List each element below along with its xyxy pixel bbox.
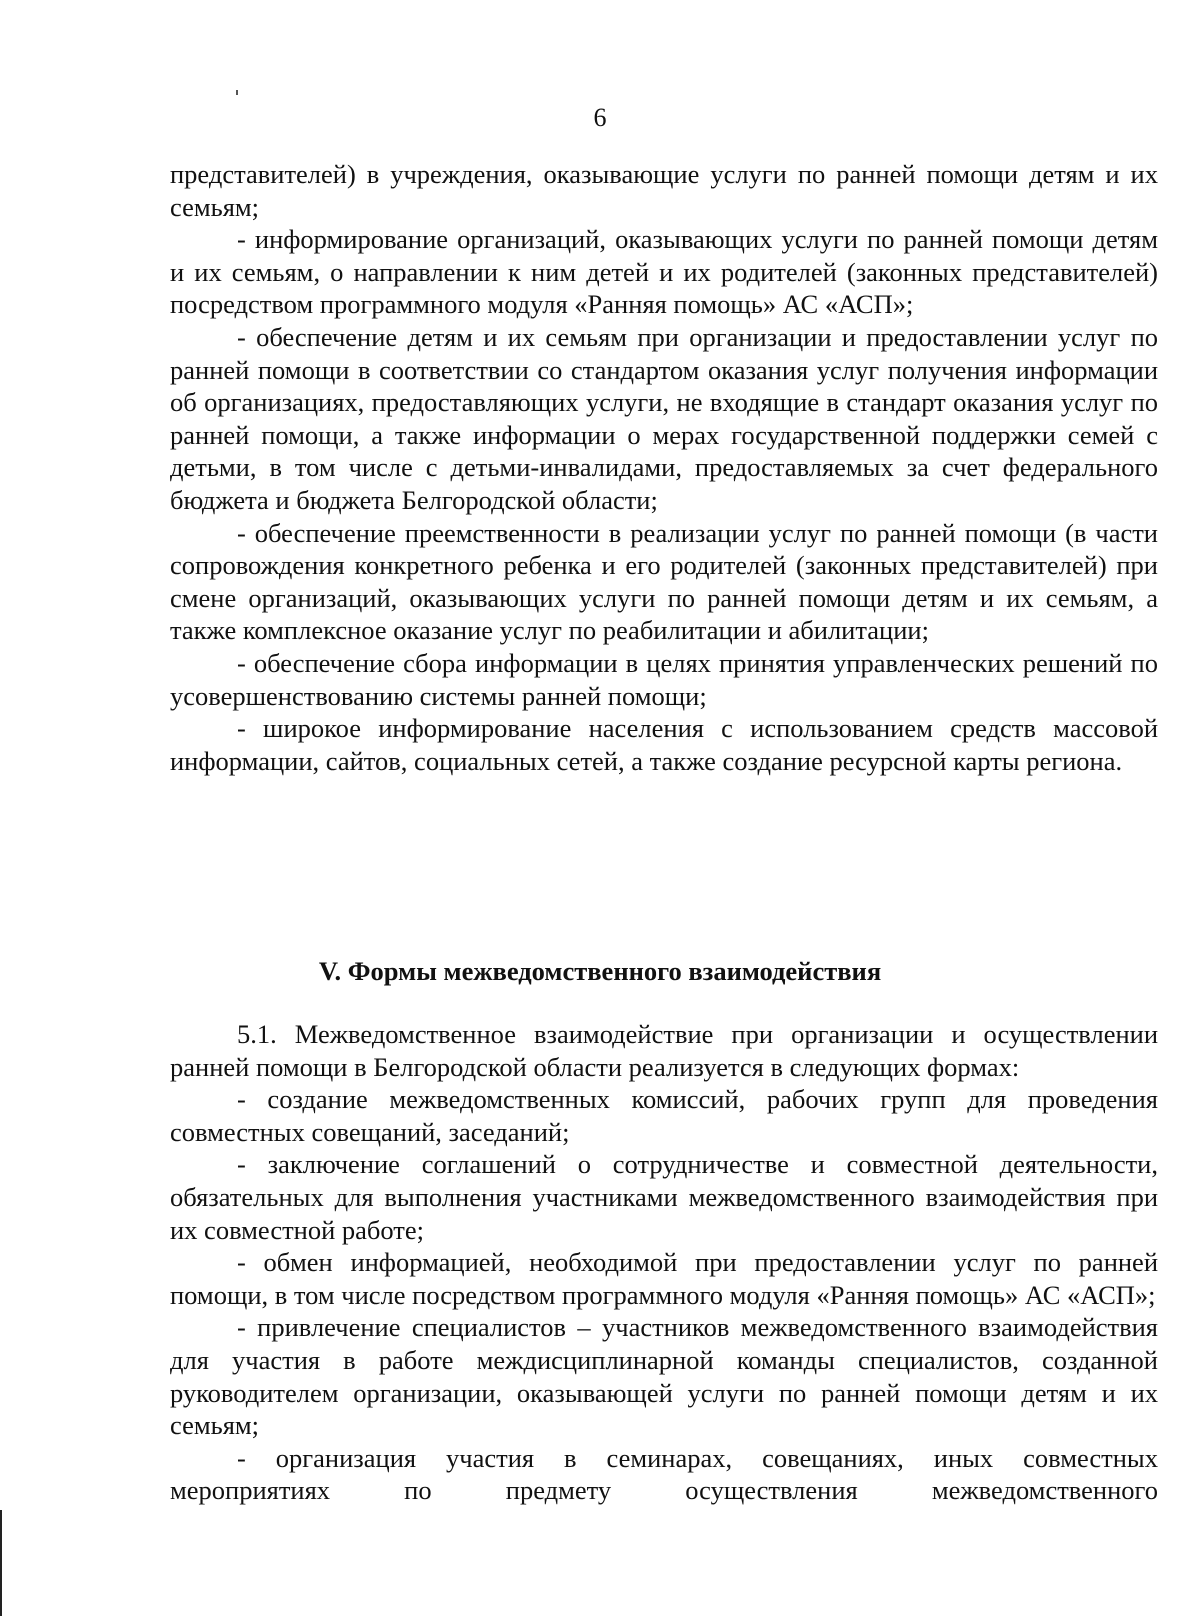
page-number: 6	[593, 103, 607, 132]
paragraph-public-informing: - широкое информирование населения с использованием средств массовой информации, сайтов, социальных сетей, а также создание ресурсной карты региона.	[170, 713, 1158, 776]
paragraph-continuation: представителей) в учреждения, оказывающие услуги по ранней помощи детям и их семьям;	[170, 159, 1158, 222]
scan-edge-mark	[0, 1510, 2, 1616]
text-section-1	[170, 158, 1158, 777]
paragraph-informing-organizations: - информирование организаций, оказывающих услуги по ранней помощи детям и их семьям, о направлении к ним детей и их родителей (законных представителей) посредством программного модуля «Ранняя помощь» АС «АСП»;	[170, 224, 1158, 320]
paragraph-information-exchange: - обмен информацией, необходимой при предоставлении услуг по ранней помощи, в том числе посредством программного модуля «Ранняя помощь» АС «АСП»;	[170, 1247, 1158, 1310]
section-heading: V. Формы межведомственного взаимодействия	[318, 956, 882, 986]
paragraph-5-1: 5.1. Межведомственное взаимодействие при организации и осуществлении ранней помощи в Белгородской области реализуется в следующих формах:	[170, 1019, 1158, 1082]
paragraph-agreements: - заключение соглашений о сотрудничестве и совместной деятельности, обязательных для выполнения участниками межведомственного взаимодействия при их совместной работе;	[170, 1149, 1158, 1245]
paragraph-seminars: - организация участия в семинарах, совещаниях, иных совместных мероприятиях по предмету осуществления межведомственного	[170, 1442, 1158, 1506]
paragraph-continuity: - обеспечение преемственности в реализации услуг по ранней помощи (в части сопровождения конкретного ребенка и его родителей (законных представителей) при смене организаций, оказывающих услуги по ранней помощи детям и их семьям, а также комплексное оказание услуг по реабилитации и абилитации;	[170, 517, 1158, 646]
paragraph-specialists: - привлечение специалистов – участников межведомственного взаимодействия для участия в работе междисциплинарной команды специалистов, созданной руководителем организации, оказывающей услуги по ранней помощи детям и их семьям;	[170, 1312, 1158, 1441]
text-section-2	[170, 1018, 1158, 1507]
paragraph-data-collection: - обеспечение сбора информации в целях принятия управленческих решений по усовершенствованию системы ранней помощи;	[170, 647, 1158, 711]
paragraph-commissions: - создание межведомственных комиссий, рабочих групп для проведения совместных совещаний, заседаний;	[170, 1084, 1158, 1147]
paragraph-providing-information: - обеспечение детям и их семьям при организации и предоставлении услуг по ранней помощи в соответствии со стандартом оказания услуг получения информации об организациях, предоставляющих услуги, не входящие в стандарт оказания услуг по ранней помощи, а также информации о мерах государственной поддержки семей с детьми, в том числе с детьми-инвалидами, предоставляемых за счет федерального бюджета и бюджета Белгородской области;	[170, 321, 1158, 515]
scan-speck	[236, 90, 238, 95]
